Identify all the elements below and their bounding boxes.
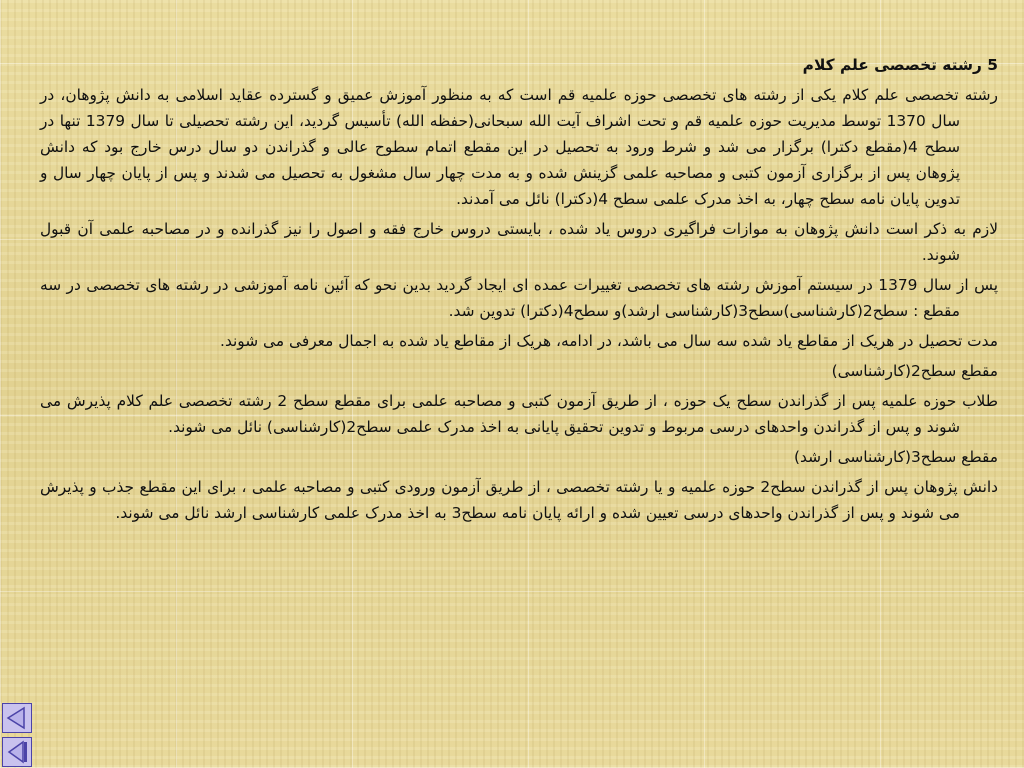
previous-slide-button[interactable] [2, 703, 32, 733]
previous-slide-icon [3, 704, 31, 732]
paragraph-2: لازم به ذکر است دانش پژوهان به موازات فراگیری دروس یاد شده ، بایستی دروس خارج فقه و اصول را نیز گذرانده و در مصاحبه علمی آن قبول شوند. [40, 220, 998, 264]
paragraph-4: مدت تحصیل در هریک از مقاطع یاد شده سه سال می باشد، در ادامه، هریک از مقاطع یاد شده به اجمال معرفی می شوند. [220, 332, 998, 350]
paragraph-1: رشته تخصصی علم کلام یکی از رشته های تخصصی حوزه علمیه قم است که به منظور آموزش عمیق و گسترده عقاید اسلامی به دانش پژوهان، در سال 1370 توسط مدیریت حوزه علمیه قم و تحت اشراف آیت الله سبحانی(حفظه الله) تأسیس گردید، این رشته تحصیلی تا سال 1379 تنها در سطح 4(مقطع دکترا) برگزار می شد و شرط ورود به تحصیل در این مقطع اتمام سطوح عالی و گذراندن دو سال درس خارج بود که دانش پژوهان پس از برگزاری آزمون کتبی و مصاحبه علمی گزینش شده و به مدت چهار سال مشغول به تحصیل می شدند و پس از پایان چهار سال و تدوین پایان نامه سطح چهار، به اخذ مدرک علمی سطح 4(دکترا) نائل می آمدند. [40, 86, 998, 208]
section2-text: طلاب حوزه علمیه پس از گذراندن سطح یک حوزه ، از طریق آزمون کتبی و مصاحبه علمی برای مقطع سطح 2 رشته تخصصی علم کلام پذیرش می شوند و پس از گذراندن واحدهای درسی مربوط و تدوین تحقیق پایانی به اخذ مدرک علمی سطح2(کارشناسی) نائل می شوند. [40, 392, 998, 436]
section2-title: مقطع سطح2(کارشناسی) [831, 362, 998, 380]
paragraph-3: پس از سال 1379 در سیستم آموزش رشته های تخصصی تغییرات عمده ای ایجاد گردید بدین نحو که آئین نامه آموزشی در رشته های تخصصی در سه مقطع : سطح2(کارشناسی)سطح3(کارشناسی ارشد)و سطح4(دکترا) تدوین شد. [40, 276, 998, 320]
last-slide-icon [3, 738, 31, 766]
section3-text: دانش پژوهان پس از گذراندن سطح2 حوزه علمیه و یا رشته تخصصی ، از طریق آزمون ورودی کتبی و مصاحبه علمی ، برای این مقطع جذب و پذیرش می شوند و پس از گذراندن واحدهای درسی تعیین شده و ارائه پایان نامه سطح3 به اخذ مدرک علمی کارشناسی ارشد نائل می شوند. [40, 478, 998, 522]
section3-title: مقطع سطح3(کارشناسی ارشد) [794, 448, 998, 466]
last-slide-button[interactable] [2, 737, 32, 767]
slide-heading: 5 رشته تخصصی علم کلام [802, 56, 998, 74]
slide-content [40, 52, 998, 530]
